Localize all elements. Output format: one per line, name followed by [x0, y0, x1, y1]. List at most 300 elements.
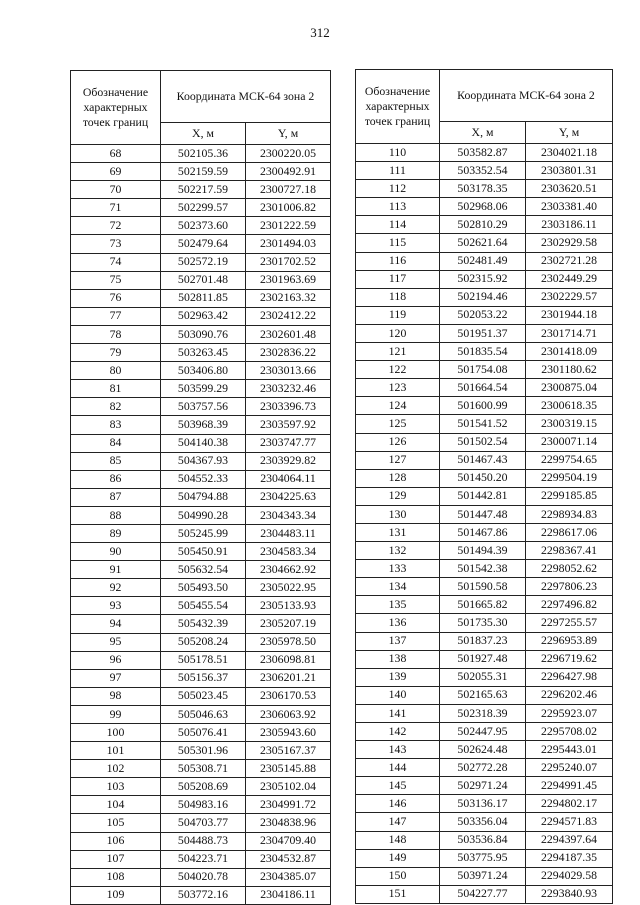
- y-coordinate-cell: 2303801.31: [526, 162, 613, 180]
- x-coordinate-cell: 505023.45: [161, 687, 246, 705]
- point-number-cell: 81: [71, 380, 161, 398]
- y-coordinate-cell: 2300492.91: [246, 163, 331, 181]
- x-coordinate-cell: 503582.87: [440, 144, 526, 162]
- point-number-cell: 126: [356, 433, 440, 451]
- table-row: [71, 362, 331, 380]
- table-row: [71, 561, 331, 579]
- y-coordinate-cell: 2301494.03: [246, 235, 331, 253]
- y-coordinate-cell: 2300071.14: [526, 433, 613, 451]
- y-coordinate-cell: 2302721.28: [526, 252, 613, 270]
- table-row: [356, 288, 613, 306]
- y-coordinate-cell: 2306098.81: [246, 651, 331, 669]
- x-coordinate-cell: 503352.54: [440, 162, 526, 180]
- y-coordinate-cell: 2298934.83: [526, 505, 613, 523]
- y-coordinate-cell: 2304064.11: [246, 470, 331, 488]
- x-coordinate-cell: 505493.50: [161, 579, 246, 597]
- point-number-cell: 101: [71, 742, 161, 760]
- x-coordinate-cell: 501542.38: [440, 560, 526, 578]
- table-row: [356, 668, 613, 686]
- table-row: [356, 234, 613, 252]
- x-coordinate-cell: 501447.48: [440, 505, 526, 523]
- x-coordinate-cell: 502105.36: [161, 145, 246, 163]
- x-coordinate-cell: 504140.38: [161, 434, 246, 452]
- y-coordinate-cell: 2299754.65: [526, 451, 613, 469]
- y-coordinate-cell: 2304483.11: [246, 524, 331, 542]
- table-row: [71, 832, 331, 850]
- point-number-cell: 84: [71, 434, 161, 452]
- point-number-cell: 128: [356, 469, 440, 487]
- y-coordinate-cell: 2303396.73: [246, 398, 331, 416]
- y-coordinate-cell: 2305978.50: [246, 633, 331, 651]
- x-coordinate-cell: 505455.54: [161, 597, 246, 615]
- y-coordinate-cell: 2296719.62: [526, 650, 613, 668]
- table-row: [356, 451, 613, 469]
- point-number-cell: 111: [356, 162, 440, 180]
- table-row: [356, 813, 613, 831]
- y-coordinate-cell: 2305167.37: [246, 742, 331, 760]
- coordinates-table-right: [355, 69, 613, 904]
- x-coordinate-cell: 503090.76: [161, 325, 246, 343]
- y-coordinate-cell: 2302601.48: [246, 325, 331, 343]
- x-coordinate-cell: 501665.82: [440, 596, 526, 614]
- table-row: [71, 181, 331, 199]
- x-coordinate-cell: 503406.80: [161, 362, 246, 380]
- point-number-cell: 147: [356, 813, 440, 831]
- table-row: [71, 416, 331, 434]
- y-coordinate-cell: 2304532.87: [246, 850, 331, 868]
- x-coordinate-cell: 502217.59: [161, 181, 246, 199]
- x-coordinate-cell: 503599.29: [161, 380, 246, 398]
- x-coordinate-cell: 503263.45: [161, 344, 246, 362]
- table-row: [356, 831, 613, 849]
- x-coordinate-cell: 501927.48: [440, 650, 526, 668]
- x-coordinate-cell: 504488.73: [161, 832, 246, 850]
- point-number-cell: 88: [71, 506, 161, 524]
- x-coordinate-cell: 502299.57: [161, 199, 246, 217]
- table-row: [356, 741, 613, 759]
- y-coordinate-cell: 2301222.59: [246, 217, 331, 235]
- y-coordinate-cell: 2298617.06: [526, 523, 613, 541]
- table-row: [71, 687, 331, 705]
- x-coordinate-cell: 505308.71: [161, 760, 246, 778]
- y-coordinate-cell: 2295443.01: [526, 741, 613, 759]
- x-coordinate-cell: 505301.96: [161, 742, 246, 760]
- table-row: [71, 868, 331, 886]
- point-number-cell: 137: [356, 632, 440, 650]
- y-coordinate-cell: 2304225.63: [246, 488, 331, 506]
- point-number-cell: 109: [71, 886, 161, 904]
- x-coordinate-cell: 502772.28: [440, 759, 526, 777]
- point-number-cell: 138: [356, 650, 440, 668]
- table-row: [71, 199, 331, 217]
- table-row: [356, 849, 613, 867]
- point-number-cell: 79: [71, 344, 161, 362]
- table-row: [356, 795, 613, 813]
- header-x: X, м: [161, 123, 246, 145]
- table-row: [71, 579, 331, 597]
- point-number-cell: 117: [356, 270, 440, 288]
- point-number-cell: 115: [356, 234, 440, 252]
- header-x: X, м: [440, 122, 526, 144]
- point-number-cell: 98: [71, 687, 161, 705]
- x-coordinate-cell: 504020.78: [161, 868, 246, 886]
- point-number-cell: 105: [71, 814, 161, 832]
- y-coordinate-cell: 2301180.62: [526, 361, 613, 379]
- header-coordinate-system: Координата МСК-64 зона 2: [161, 71, 331, 123]
- table-row: [356, 885, 613, 903]
- table-row: [356, 487, 613, 505]
- point-number-cell: 122: [356, 361, 440, 379]
- x-coordinate-cell: 502810.29: [440, 216, 526, 234]
- x-coordinate-cell: 504990.28: [161, 506, 246, 524]
- table-row: [71, 488, 331, 506]
- y-coordinate-cell: 2301006.82: [246, 199, 331, 217]
- y-coordinate-cell: 2301714.71: [526, 324, 613, 342]
- x-coordinate-cell: 502447.95: [440, 723, 526, 741]
- x-coordinate-cell: 502963.42: [161, 307, 246, 325]
- table-row: [356, 614, 613, 632]
- point-number-cell: 142: [356, 723, 440, 741]
- table-row: [71, 235, 331, 253]
- point-number-cell: 144: [356, 759, 440, 777]
- y-coordinate-cell: 2306170.53: [246, 687, 331, 705]
- point-number-cell: 75: [71, 271, 161, 289]
- point-number-cell: 129: [356, 487, 440, 505]
- point-number-cell: 108: [71, 868, 161, 886]
- y-coordinate-cell: 2300220.05: [246, 145, 331, 163]
- x-coordinate-cell: 502318.39: [440, 704, 526, 722]
- table-row: [71, 524, 331, 542]
- table-row: [356, 379, 613, 397]
- point-number-cell: 77: [71, 307, 161, 325]
- y-coordinate-cell: 2304991.72: [246, 796, 331, 814]
- x-coordinate-cell: 501494.39: [440, 542, 526, 560]
- table-row: [71, 217, 331, 235]
- table-row: [356, 650, 613, 668]
- x-coordinate-cell: 501835.54: [440, 343, 526, 361]
- y-coordinate-cell: 2304662.92: [246, 561, 331, 579]
- y-coordinate-cell: 2296427.98: [526, 668, 613, 686]
- table-row: [356, 270, 613, 288]
- x-coordinate-cell: 502165.63: [440, 686, 526, 704]
- table-row: [356, 198, 613, 216]
- point-number-cell: 90: [71, 543, 161, 561]
- point-number-cell: 74: [71, 253, 161, 271]
- x-coordinate-cell: 504223.71: [161, 850, 246, 868]
- point-number-cell: 68: [71, 145, 161, 163]
- header-point-designation: Обозначение характерных точек границ: [71, 71, 161, 145]
- point-number-cell: 143: [356, 741, 440, 759]
- header-coordinate-system: Координата МСК-64 зона 2: [440, 70, 613, 122]
- table-row: [356, 777, 613, 795]
- point-number-cell: 119: [356, 306, 440, 324]
- table-row: [71, 886, 331, 904]
- y-coordinate-cell: 2303013.66: [246, 362, 331, 380]
- point-number-cell: 89: [71, 524, 161, 542]
- x-coordinate-cell: 505046.63: [161, 705, 246, 723]
- x-coordinate-cell: 502479.64: [161, 235, 246, 253]
- table-row: [356, 397, 613, 415]
- x-coordinate-cell: 501951.37: [440, 324, 526, 342]
- table-row: [356, 252, 613, 270]
- x-coordinate-cell: 501467.86: [440, 523, 526, 541]
- table-row: [356, 216, 613, 234]
- point-number-cell: 131: [356, 523, 440, 541]
- y-coordinate-cell: 2305133.93: [246, 597, 331, 615]
- y-coordinate-cell: 2300319.15: [526, 415, 613, 433]
- point-number-cell: 113: [356, 198, 440, 216]
- x-coordinate-cell: 501467.43: [440, 451, 526, 469]
- table-row: [71, 669, 331, 687]
- point-number-cell: 70: [71, 181, 161, 199]
- y-coordinate-cell: 2305145.88: [246, 760, 331, 778]
- x-coordinate-cell: 502055.31: [440, 668, 526, 686]
- x-coordinate-cell: 503757.56: [161, 398, 246, 416]
- point-number-cell: 94: [71, 615, 161, 633]
- y-coordinate-cell: 2301702.52: [246, 253, 331, 271]
- y-coordinate-cell: 2301963.69: [246, 271, 331, 289]
- point-number-cell: 69: [71, 163, 161, 181]
- x-coordinate-cell: 502701.48: [161, 271, 246, 289]
- y-coordinate-cell: 2303597.92: [246, 416, 331, 434]
- table-row: [356, 867, 613, 885]
- x-coordinate-cell: 501600.99: [440, 397, 526, 415]
- table-row: [71, 705, 331, 723]
- table-row: [71, 796, 331, 814]
- x-coordinate-cell: 505432.39: [161, 615, 246, 633]
- table-row: [71, 307, 331, 325]
- y-coordinate-cell: 2302412.22: [246, 307, 331, 325]
- y-coordinate-cell: 2296202.46: [526, 686, 613, 704]
- y-coordinate-cell: 2295708.02: [526, 723, 613, 741]
- point-number-cell: 106: [71, 832, 161, 850]
- table-row: [356, 505, 613, 523]
- table-row: [71, 506, 331, 524]
- x-coordinate-cell: 503775.95: [440, 849, 526, 867]
- point-number-cell: 120: [356, 324, 440, 342]
- point-number-cell: 145: [356, 777, 440, 795]
- point-number-cell: 97: [71, 669, 161, 687]
- point-number-cell: 127: [356, 451, 440, 469]
- table-row: [356, 596, 613, 614]
- y-coordinate-cell: 2305022.95: [246, 579, 331, 597]
- table-row: [356, 324, 613, 342]
- table-row: [71, 814, 331, 832]
- table-row: [71, 253, 331, 271]
- point-number-cell: 76: [71, 289, 161, 307]
- table-row: [71, 289, 331, 307]
- table-row: [356, 469, 613, 487]
- table-row: [71, 344, 331, 362]
- x-coordinate-cell: 505208.24: [161, 633, 246, 651]
- y-coordinate-cell: 2296953.89: [526, 632, 613, 650]
- x-coordinate-cell: 505450.91: [161, 543, 246, 561]
- y-coordinate-cell: 2294991.45: [526, 777, 613, 795]
- point-number-cell: 86: [71, 470, 161, 488]
- y-coordinate-cell: 2304186.11: [246, 886, 331, 904]
- x-coordinate-cell: 501442.81: [440, 487, 526, 505]
- table-row: [356, 560, 613, 578]
- x-coordinate-cell: 503968.39: [161, 416, 246, 434]
- y-coordinate-cell: 2305207.19: [246, 615, 331, 633]
- table-row: [356, 632, 613, 650]
- point-number-cell: 72: [71, 217, 161, 235]
- y-coordinate-cell: 2303186.11: [526, 216, 613, 234]
- header-y: Y, м: [246, 123, 331, 145]
- x-coordinate-cell: 502159.59: [161, 163, 246, 181]
- point-number-cell: 96: [71, 651, 161, 669]
- x-coordinate-cell: 503356.04: [440, 813, 526, 831]
- point-number-cell: 123: [356, 379, 440, 397]
- y-coordinate-cell: 2304709.40: [246, 832, 331, 850]
- x-coordinate-cell: 502811.85: [161, 289, 246, 307]
- y-coordinate-cell: 2302449.29: [526, 270, 613, 288]
- page-number: 312: [310, 25, 330, 40]
- y-coordinate-cell: 2302229.57: [526, 288, 613, 306]
- x-coordinate-cell: 501541.52: [440, 415, 526, 433]
- y-coordinate-cell: 2294029.58: [526, 867, 613, 885]
- point-number-cell: 73: [71, 235, 161, 253]
- x-coordinate-cell: 502481.49: [440, 252, 526, 270]
- point-number-cell: 121: [356, 343, 440, 361]
- point-number-cell: 91: [71, 561, 161, 579]
- x-coordinate-cell: 505076.41: [161, 724, 246, 742]
- x-coordinate-cell: 503971.24: [440, 867, 526, 885]
- x-coordinate-cell: 502971.24: [440, 777, 526, 795]
- point-number-cell: 140: [356, 686, 440, 704]
- table-row: [71, 543, 331, 561]
- x-coordinate-cell: 505178.51: [161, 651, 246, 669]
- table-row: [356, 759, 613, 777]
- point-number-cell: 149: [356, 849, 440, 867]
- point-number-cell: 124: [356, 397, 440, 415]
- table-row: [71, 470, 331, 488]
- point-number-cell: 130: [356, 505, 440, 523]
- table-row: [71, 163, 331, 181]
- table-row: [71, 742, 331, 760]
- y-coordinate-cell: 2298052.62: [526, 560, 613, 578]
- table-row: [71, 398, 331, 416]
- x-coordinate-cell: 505208.69: [161, 778, 246, 796]
- point-number-cell: 141: [356, 704, 440, 722]
- point-number-cell: 82: [71, 398, 161, 416]
- x-coordinate-cell: 501664.54: [440, 379, 526, 397]
- point-number-cell: 116: [356, 252, 440, 270]
- y-coordinate-cell: 2304838.96: [246, 814, 331, 832]
- point-number-cell: 148: [356, 831, 440, 849]
- x-coordinate-cell: 501590.58: [440, 578, 526, 596]
- y-coordinate-cell: 2303747.77: [246, 434, 331, 452]
- header-point-designation: Обозначение характерных точек границ: [356, 70, 440, 144]
- table-row: [71, 380, 331, 398]
- x-coordinate-cell: 501735.30: [440, 614, 526, 632]
- point-number-cell: 99: [71, 705, 161, 723]
- table-row: [71, 760, 331, 778]
- y-coordinate-cell: 2294802.17: [526, 795, 613, 813]
- table-row: [356, 433, 613, 451]
- y-coordinate-cell: 2304021.18: [526, 144, 613, 162]
- point-number-cell: 93: [71, 597, 161, 615]
- table-row: [71, 271, 331, 289]
- y-coordinate-cell: 2297806.23: [526, 578, 613, 596]
- y-coordinate-cell: 2303620.51: [526, 180, 613, 198]
- point-number-cell: 95: [71, 633, 161, 651]
- x-coordinate-cell: 501502.54: [440, 433, 526, 451]
- point-number-cell: 151: [356, 885, 440, 903]
- y-coordinate-cell: 2305943.60: [246, 724, 331, 742]
- y-coordinate-cell: 2304583.34: [246, 543, 331, 561]
- point-number-cell: 110: [356, 144, 440, 162]
- point-number-cell: 114: [356, 216, 440, 234]
- y-coordinate-cell: 2299185.85: [526, 487, 613, 505]
- x-coordinate-cell: 503178.35: [440, 180, 526, 198]
- x-coordinate-cell: 503136.17: [440, 795, 526, 813]
- x-coordinate-cell: 501450.20: [440, 469, 526, 487]
- x-coordinate-cell: 504983.16: [161, 796, 246, 814]
- y-coordinate-cell: 2300875.04: [526, 379, 613, 397]
- table-row: [356, 144, 613, 162]
- table-row: [71, 778, 331, 796]
- point-number-cell: 118: [356, 288, 440, 306]
- x-coordinate-cell: 502621.64: [440, 234, 526, 252]
- y-coordinate-cell: 2304385.07: [246, 868, 331, 886]
- table-row: [356, 523, 613, 541]
- y-coordinate-cell: 2302929.58: [526, 234, 613, 252]
- point-number-cell: 104: [71, 796, 161, 814]
- y-coordinate-cell: 2303232.46: [246, 380, 331, 398]
- y-coordinate-cell: 2298367.41: [526, 542, 613, 560]
- point-number-cell: 83: [71, 416, 161, 434]
- point-number-cell: 85: [71, 452, 161, 470]
- table-row: [71, 452, 331, 470]
- x-coordinate-cell: 505245.99: [161, 524, 246, 542]
- y-coordinate-cell: 2294397.64: [526, 831, 613, 849]
- point-number-cell: 136: [356, 614, 440, 632]
- y-coordinate-cell: 2303381.40: [526, 198, 613, 216]
- table-row: [71, 597, 331, 615]
- x-coordinate-cell: 505632.54: [161, 561, 246, 579]
- point-number-cell: 92: [71, 579, 161, 597]
- y-coordinate-cell: 2294571.83: [526, 813, 613, 831]
- point-number-cell: 80: [71, 362, 161, 380]
- y-coordinate-cell: 2300727.18: [246, 181, 331, 199]
- y-coordinate-cell: 2295923.07: [526, 704, 613, 722]
- point-number-cell: 146: [356, 795, 440, 813]
- x-coordinate-cell: 503772.16: [161, 886, 246, 904]
- y-coordinate-cell: 2299504.19: [526, 469, 613, 487]
- table-row: [356, 343, 613, 361]
- table-row: [71, 633, 331, 651]
- x-coordinate-cell: 504794.88: [161, 488, 246, 506]
- table-row: [356, 306, 613, 324]
- point-number-cell: 100: [71, 724, 161, 742]
- y-coordinate-cell: 2304343.34: [246, 506, 331, 524]
- point-number-cell: 139: [356, 668, 440, 686]
- x-coordinate-cell: 503536.84: [440, 831, 526, 849]
- point-number-cell: 71: [71, 199, 161, 217]
- y-coordinate-cell: 2301944.18: [526, 306, 613, 324]
- y-coordinate-cell: 2306201.21: [246, 669, 331, 687]
- x-coordinate-cell: 502315.92: [440, 270, 526, 288]
- point-number-cell: 112: [356, 180, 440, 198]
- y-coordinate-cell: 2305102.04: [246, 778, 331, 796]
- x-coordinate-cell: 504552.33: [161, 470, 246, 488]
- y-coordinate-cell: 2301418.09: [526, 343, 613, 361]
- table-row: [71, 434, 331, 452]
- y-coordinate-cell: 2294187.35: [526, 849, 613, 867]
- table-row: [71, 615, 331, 633]
- y-coordinate-cell: 2297496.82: [526, 596, 613, 614]
